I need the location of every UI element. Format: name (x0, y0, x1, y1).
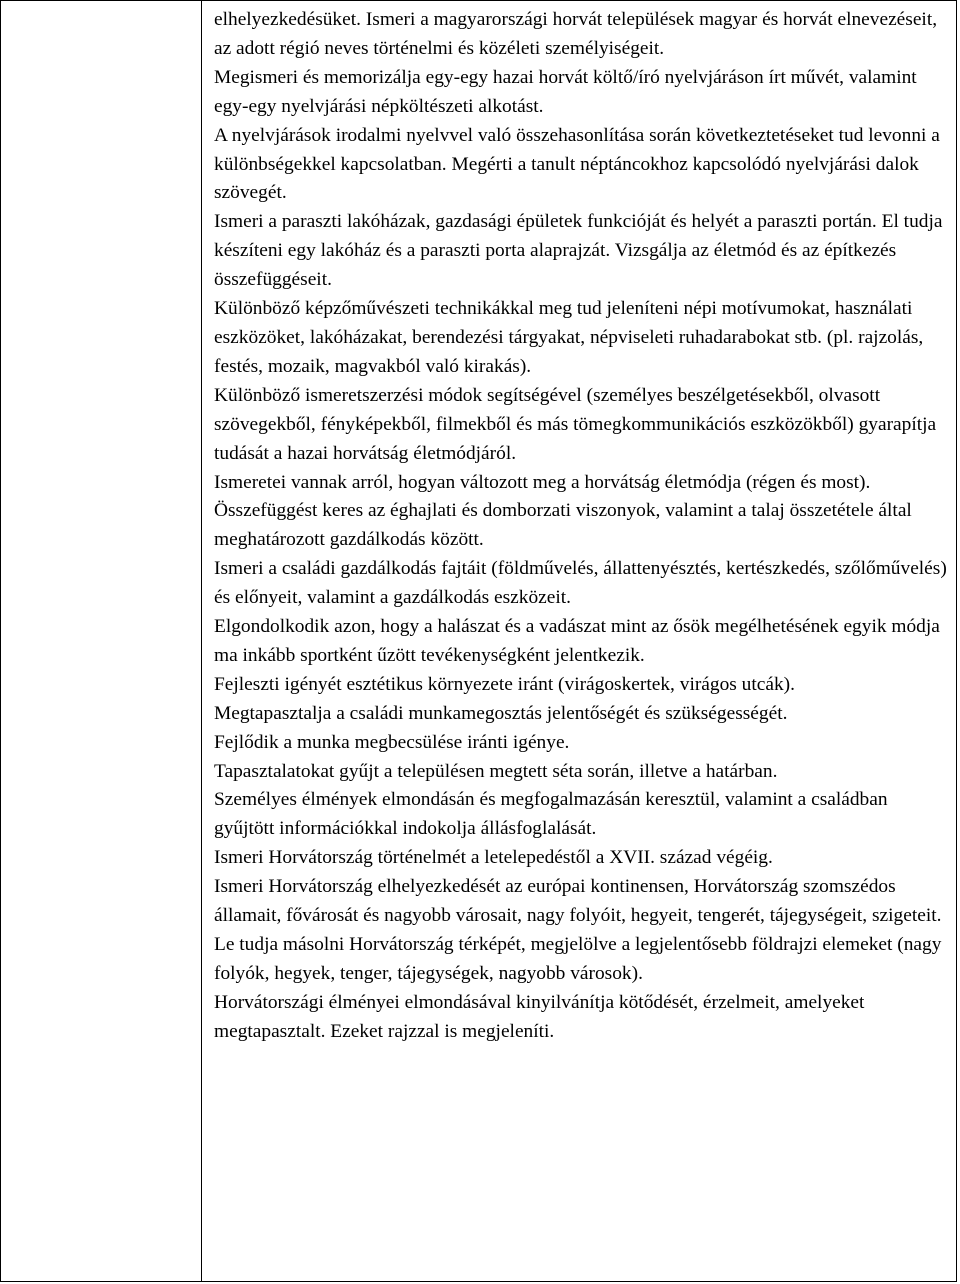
paragraph: Ismeri a paraszti lakóházak, gazdasági épületek funkcióját és helyét a paraszti portán. El tudja készíteni egy lakóház és a paraszti porta alaprajzát. Vizsgálja az életmód és az építkezés összefüggéseit. (214, 211, 943, 291)
paragraph: Ismeri a családi gazdálkodás fajtáit (földművelés, állattenyésztés, kertészkedés, szőlőművelés) és előnyeit, valamint a gazdálkodás eszközeit. (214, 558, 947, 609)
paragraph: Elgondolkodik azon, hogy a halászat és a vadászat mint az ősök megélhetésének egyik módja ma inkább sportként űzött tevékenységként jelentkezik. (214, 616, 940, 666)
paragraph: Fejleszti igényét esztétikus környezete iránt (virágoskertek, virágos utcák). (214, 673, 795, 695)
paragraph: Megismeri és memorizálja egy-egy hazai horvát költő/író nyelvjáráson írt művét, valamint egy-egy nyelvjárási népköltészeti alkotást. (214, 66, 917, 117)
paragraph: Horvátországi élményei elmondásával kinyilvánítja kötődését, érzelmeit, amelyeket megtapasztalt. Ezeket rajzzal is megjeleníti. (214, 991, 865, 1042)
paragraph: Tapasztalatokat gyűjt a településen megtett séta során, illetve a határban. (214, 760, 778, 782)
paragraph: Ismeretei vannak arról, hogyan változott meg a horvátság életmódja (régen és most). (214, 471, 871, 493)
paragraph: Megtapasztalja a családi munkamegosztás jelentőségét és szükségességét. (214, 702, 788, 724)
paragraph: Összefüggést keres az éghajlati és domborzati viszonyok, valamint a talaj összetétele által meghatározott gazdálkodás között. (214, 500, 912, 551)
paragraph: Különböző ismeretszerzési módok segítségével (személyes beszélgetésekből, olvasott szövegekből, fényképekből, filmekből és más tömegkommunikációs eszközökből) gyarapítja tudását a hazai horvátság életmódjáról. (214, 384, 937, 464)
paragraph: Személyes élmények elmondásán és megfogalmazásán keresztül, valamint a családban gyűjtött információkkal indokolja állásfoglalását. (214, 789, 888, 840)
paragraph: Ismeri Horvátország elhelyezkedését az európai kontinensen, Horvátország szomszédos államait, fővárosát és nagyobb városait, nagy folyóit, hegyeit, tengerét, tájegységeit, szigeteit. (214, 876, 942, 927)
paragraph: Különböző képzőművészeti technikákkal meg tud jeleníteni népi motívumokat, használati eszközöket, lakóházakat, berendezési tárgyakat, népviseleti ruhadarabokat stb. (pl. rajzolás, festés, mozaik, magvakból való kirakás). (214, 298, 924, 377)
left-column-cell (1, 1, 202, 1282)
paragraph: Fejlődik a munka megbecsülése iránti igénye. (214, 731, 570, 753)
paragraph: Ismeri Horvátország történelmét a letelepedéstől a XVII. század végéig. (214, 847, 773, 869)
paragraph: Le tudja másolni Horvátország térképét, megjelölve a legjelentősebb földrajzi elemeket (nagy folyók, hegyek, tenger, tájegységek, nagyobb városok). (214, 934, 942, 984)
outcome-text (214, 6, 948, 1047)
paragraph: A nyelvjárások irodalmi nyelvvel való összehasonlítása során következtetéseket tud levonni a különbségekkel kapcsolatban. Megérti a tanult néptáncokhoz kapcsolódó nyelvjárási dalok szövegét. (214, 124, 940, 204)
table-row (1, 1, 957, 1282)
paragraph: elhelyezkedésüket. Ismeri a magyarországi horvát települések magyar és horvát elnevezéseit, az adott régió neves történelmi és közéleti személyiségeit. (214, 9, 938, 59)
right-column-cell (202, 1, 957, 1282)
